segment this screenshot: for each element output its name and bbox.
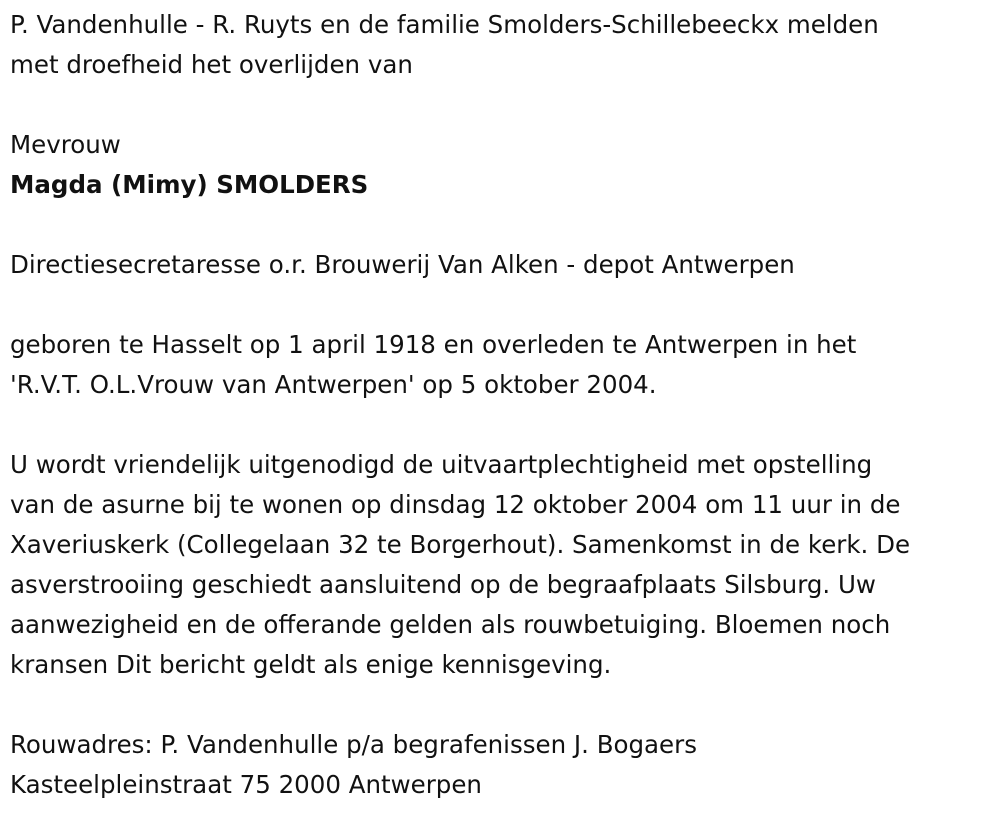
address-paragraph <box>10 725 995 805</box>
ceremony-line: kransen Dit bericht geldt als enige kennisgeving. <box>10 650 612 679</box>
birth-death-line: geboren te Hasselt op 1 april 1918 en overleden te Antwerpen in het <box>10 330 857 359</box>
birth-death-paragraph <box>10 325 995 405</box>
ceremony-line: U wordt vriendelijk uitgenodigd de uitvaartplechtigheid met opstelling <box>10 450 873 479</box>
paragraph-gap <box>10 685 995 725</box>
birth-death-line: 'R.V.T. O.L.Vrouw van Antwerpen' op 5 oktober 2004. <box>10 370 657 399</box>
ceremony-line: aanwezigheid en de offerande gelden als rouwbetuiging. Bloemen noch <box>10 610 891 639</box>
paragraph-gap <box>10 85 995 125</box>
intro-line: met droefheid het overlijden van <box>10 50 413 79</box>
ceremony-line: asverstrooiing geschiedt aansluitend op de begraafplaats Silsburg. Uw <box>10 570 876 599</box>
paragraph-gap <box>10 205 995 245</box>
intro-paragraph <box>10 5 995 85</box>
ceremony-line: van de asurne bij te wonen op dinsdag 12 oktober 2004 om 11 uur in de <box>10 490 901 519</box>
death-announcement <box>10 5 995 805</box>
paragraph-gap <box>10 285 995 325</box>
salutation: Mevrouw <box>10 130 121 159</box>
intro-line: P. Vandenhulle - R. Ruyts en de familie Smolders-Schillebeeckx melden <box>10 10 879 39</box>
occupation: Directiesecretaresse o.r. Brouwerij Van Alken - depot Antwerpen <box>10 250 795 279</box>
address-line: Kasteelpleinstraat 75 2000 Antwerpen <box>10 770 482 799</box>
paragraph-gap <box>10 405 995 445</box>
deceased-name: Magda (Mimy) SMOLDERS <box>10 170 369 199</box>
ceremony-line: Xaveriuskerk (Collegelaan 32 te Borgerhout). Samenkomst in de kerk. De <box>10 530 911 559</box>
address-line: Rouwadres: P. Vandenhulle p/a begrafenissen J. Bogaers <box>10 730 697 759</box>
ceremony-paragraph <box>10 445 995 685</box>
